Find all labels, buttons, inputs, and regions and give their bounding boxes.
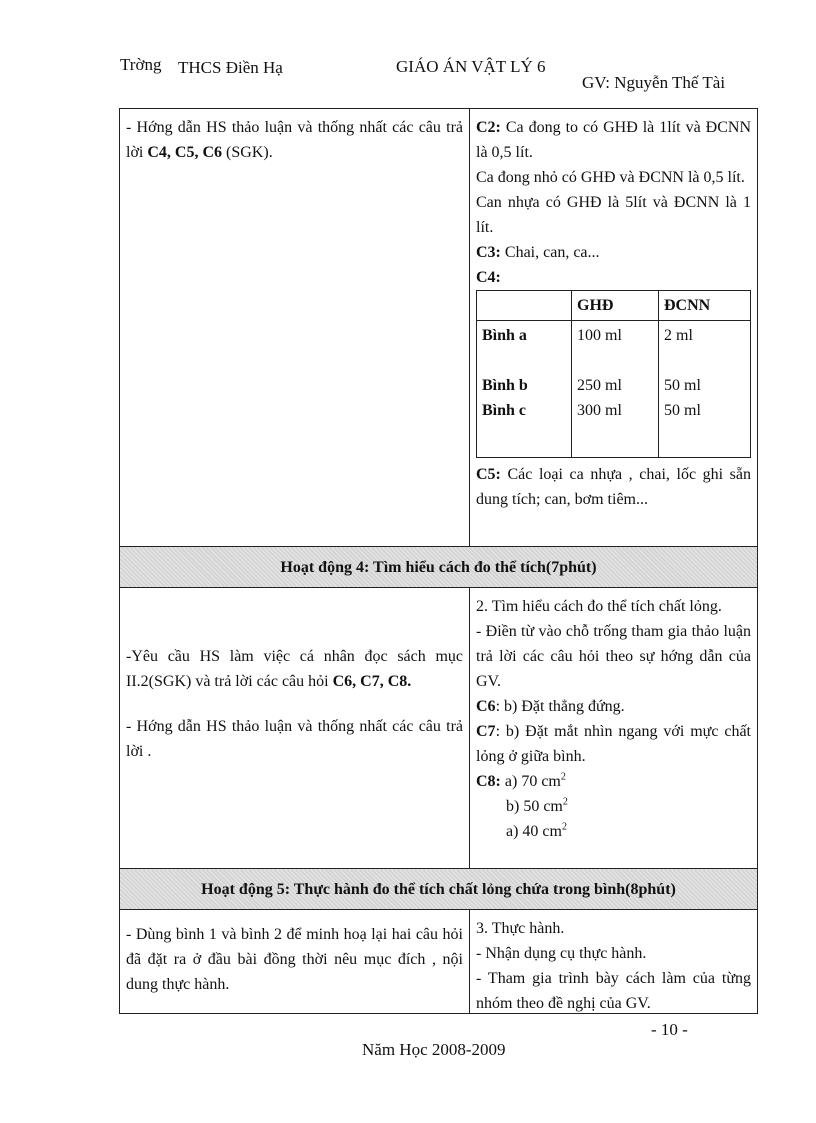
c7-text: : b) Đặt mắt nhìn ngang với mực chất lỏng ở giữa bình. xyxy=(476,723,751,765)
row3-right-content xyxy=(476,916,751,1013)
row2-right-cell xyxy=(470,588,758,869)
row2-right-content xyxy=(476,594,751,868)
row3-left-text: - Dùng bình 1 và bình 2 để minh hoạ lại hai câu hỏi đã đặt ra ở đầu bài đồng thời nêu mục đích , nội dung thực hành. xyxy=(126,926,463,993)
row1-left-text-main: - Hớng dẫn HS thảo luận và thống nhất các câu trả lời xyxy=(126,119,463,161)
row-c6-c8 xyxy=(120,588,758,869)
header-teacher: GV: Nguyễn Thế Tài xyxy=(582,73,726,92)
c3-label: C3: xyxy=(476,244,501,261)
c4-header-empty xyxy=(477,291,572,321)
lesson-table xyxy=(119,108,758,1014)
c4-table-body xyxy=(477,321,751,458)
c4-ghd-col xyxy=(572,321,659,458)
c4-header-dcnn: ĐCNN xyxy=(659,291,751,321)
header-school-name: THCS Điền Hạ xyxy=(178,58,283,77)
c4-ghd-a: 100 ml xyxy=(577,327,622,344)
c4-name-a: Bình a xyxy=(482,327,527,344)
r3-line1: 3. Thực hành. xyxy=(476,920,565,937)
row3-right-cell xyxy=(470,910,758,1014)
row1-left-text xyxy=(126,115,463,165)
c4-ghd-c: 300 ml xyxy=(577,402,622,419)
c8-a-sup: 2 xyxy=(560,771,566,783)
c4-header-ghd: GHĐ xyxy=(572,291,659,321)
c4-dcnn-b: 50 ml xyxy=(664,377,701,394)
page-number: - 10 - xyxy=(651,1020,688,1039)
c5-answer xyxy=(476,462,751,512)
c2-line2: Ca đong nhỏ có GHĐ và ĐCNN là 0,5 lít. xyxy=(476,169,745,186)
school-year: Năm Học 2008-2009 xyxy=(362,1040,506,1059)
c4-name-b: Bình b xyxy=(482,377,528,394)
c6-answer xyxy=(476,694,751,719)
row1-left-text-bold: C4, C5, C6 xyxy=(147,144,223,161)
c5-text: Các loại ca nhựa , chai, lốc ghi sẵn dung tích; can, bơm tiêm... xyxy=(476,466,751,508)
row2-left-request-bold: C6, C7, C8. xyxy=(332,673,412,690)
c6-text: : b) Đặt thẳng đứng. xyxy=(495,698,625,715)
c8-answer-a xyxy=(476,769,751,794)
c8-label: C8: xyxy=(476,773,501,790)
c2-line3: Can nhựa có GHĐ là 5lít và ĐCNN là 1 lít. xyxy=(476,194,751,236)
r2-intro: 2. Tìm hiểu cách đo thể tích chất lỏng. xyxy=(476,598,722,615)
row2-left-request xyxy=(126,644,463,694)
c4-table xyxy=(476,290,751,458)
c7-answer xyxy=(476,719,751,769)
activity5-band xyxy=(120,869,758,910)
c5-label: C5: xyxy=(476,466,501,483)
activity4-title: Hoạt động 4: Tìm hiểu cách đo thể tích(7phút) xyxy=(120,547,758,588)
header-school-label: Trờng xyxy=(120,55,162,74)
c3-text: Chai, can, ca... xyxy=(500,244,600,261)
c4-label: C4: xyxy=(476,269,501,286)
c3-answer xyxy=(476,240,751,265)
row-c2-c5 xyxy=(120,109,758,547)
row1-right-cell xyxy=(470,109,758,547)
c4-names-col xyxy=(477,321,572,458)
c4-name-c: Bình c xyxy=(482,402,527,419)
activity5-title: Hoạt động 5: Thực hành đo thể tích chất lỏng chứa trong bình(8phút) xyxy=(120,869,758,910)
c8-answer-b: b) 50 $cm^2$ xyxy=(506,796,568,815)
header-doc-title: GIÁO ÁN VẬT LÝ 6 xyxy=(396,57,546,76)
row3-left-cell xyxy=(120,910,470,1014)
activity4-band xyxy=(120,547,758,588)
c2-answer xyxy=(476,115,751,165)
c6-label: C6 xyxy=(476,698,496,715)
c7-label: C7 xyxy=(476,723,496,740)
c4-dcnn-a: 2 ml xyxy=(664,327,693,344)
row2-left-cell xyxy=(120,588,470,869)
row1-right-content xyxy=(476,115,751,546)
c8-a-text: a) 70 cm xyxy=(500,773,561,790)
row2-left-guide: - Hớng dẫn HS thảo luận và thống nhất các câu trả lời . xyxy=(126,718,463,760)
c2-label: C2: xyxy=(476,119,501,136)
c4-table-header xyxy=(477,291,751,321)
r3-line3: - Tham gia trình bày cách làm của từng nhóm theo đề nghị của GV. xyxy=(476,970,751,1012)
c4-dcnn-c: 50 ml xyxy=(664,402,701,419)
c4-ghd-b: 250 ml xyxy=(577,377,622,394)
r3-line2: - Nhận dụng cụ thực hành. xyxy=(476,945,647,962)
row-practice xyxy=(120,910,758,1014)
row2-left-request-text: -Yêu cầu HS làm việc cá nhân đọc sách mục II.2(SGK) và trả lời các câu hỏi xyxy=(126,648,463,690)
row1-left-text-tail: (SGK). xyxy=(222,144,273,161)
row1-left-cell xyxy=(120,109,470,547)
c2-text: Ca đong to có GHĐ là 1lít và ĐCNN là 0,5 lít. xyxy=(476,119,751,161)
c4-dcnn-col xyxy=(659,321,751,458)
c8-answer-c: a) 40 $cm^2$ xyxy=(506,821,567,840)
r2-fill: - Điền từ vào chỗ trống tham gia thảo luận trả lời các câu hỏi theo sự hớng dẫn của GV. xyxy=(476,623,751,690)
